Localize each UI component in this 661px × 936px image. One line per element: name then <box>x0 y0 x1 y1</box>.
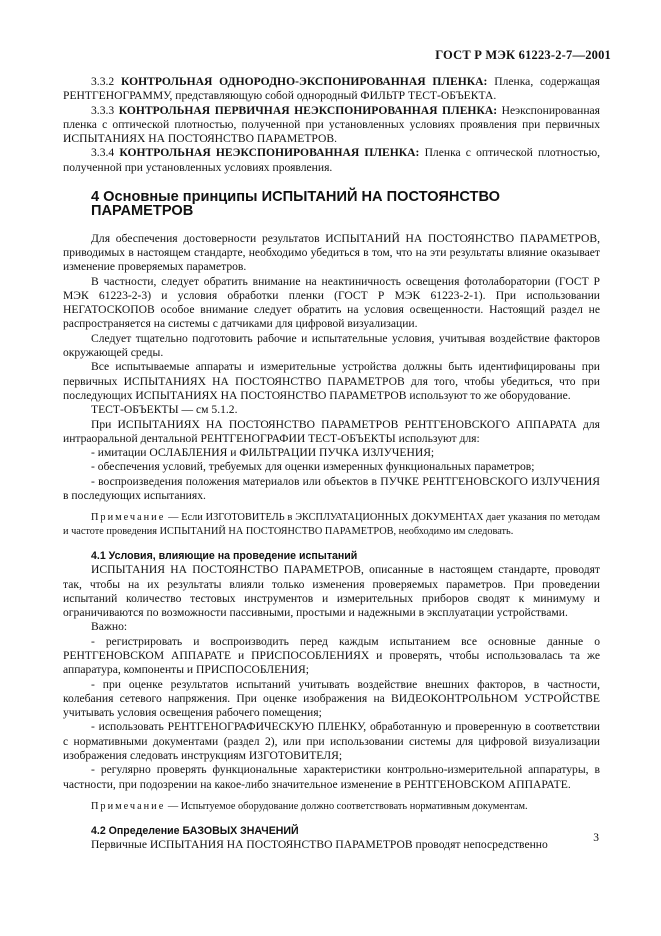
list-item: - регистрировать и воспроизводить перед каждым испытанием все основные данные о РЕНТГЕНОВСКОМ АППАРАТЕ и ПРИСПОСОБЛЕНИЯХ и проверять, чтобы использовалась та же аппаратура, компоненты и ПРИСПОСОБЛЕНИЯ; <box>63 634 600 677</box>
paragraph: В частности, следует обратить внимание на неактиничность освещения фотолаборатории (ГОСТ Р МЭК 61223-2-3) и условия обработки пленки (ГОСТ Р МЭК 61223-2-1). При использовании НЕГАТОСКОПОВ особое внимание следует обратить на условия освещенности. Настоящий раздел не распространяется на системы с датчиками для цифровой визуализации. <box>63 274 600 331</box>
page-number: 3 <box>593 832 599 844</box>
definition-3-3-3 <box>63 104 600 147</box>
document-header: ГОСТ Р МЭК 61223-2-7—2001 <box>435 48 611 62</box>
note-text: — Если ИЗГОТОВИТЕЛЬ в ЭКСПЛУАТАЦИОННЫХ ДОКУМЕНТАХ дает указания по методам и частоте проведения ИСПЫТАНИЙ НА ПОСТОЯНСТВО ПАРАМЕТРОВ, необходимо им следовать. <box>63 512 600 538</box>
note <box>63 800 600 814</box>
paragraph: Следует тщательно подготовить рабочие и испытательные условия, учитывая воздействие факторов окружающей среды. <box>63 331 600 360</box>
paragraph: При ИСПЫТАНИЯХ НА ПОСТОЯНСТВО ПАРАМЕТРОВ РЕНТГЕНОВСКОГО АППАРАТА для интраоральной дентальной РЕНТГЕНОГРАФИИ ТЕСТ-ОБЪЕКТЫ используют для: <box>63 417 600 445</box>
list-item: - регулярно проверять функциональные характеристики контрольно-измерительной аппаратуры, в частности, при подозрении на какое-либо значительное изменение в РЕНТГЕНОВСКОМ АППАРАТЕ. <box>63 763 600 791</box>
section-4-1-heading: 4.1 Условия, влияющие на проведение испытаний <box>91 549 358 562</box>
note <box>63 511 600 539</box>
paragraph: ИСПЫТАНИЯ НА ПОСТОЯНСТВО ПАРАМЕТРОВ, описанные в настоящем стандарте, проводят так, чтобы на их результаты влияли только изменения проверяемых параметров. При проведении испытаний количество тестовых инструментов и измерительных приборов сводят к минимуму и ограничиваются по возможности пассивными, простыми и надежными в эксплуатации устройствами. <box>63 563 600 620</box>
note-label: Примечание <box>91 800 166 812</box>
paragraph: Важно: <box>91 620 128 634</box>
paragraph: Все испытываемые аппараты и измерительные устройства должны быть идентифицированы при первичных ИСПЫТАНИЯХ НА ПОСТОЯНСТВО ПАРАМЕТРОВ для того, чтобы убедиться, что при последующих ИСПЫТАНИЯХ НА ПОСТОЯНСТВО ПАРАМЕТРОВ используют то же оборудование. <box>63 360 600 402</box>
note-label: Примечание <box>91 512 166 524</box>
definition-term: КОНТРОЛЬНАЯ НЕЭКСПОНИРОВАННАЯ ПЛЕНКА: <box>119 146 420 160</box>
paragraph: Для обеспечения достоверности результатов ИСПЫТАНИЙ НА ПОСТОЯНСТВО ПАРАМЕТРОВ, приводимых в настоящем стандарте, необходимо убедиться в том, что на эти результаты влияние оказывает изменение проверяемых параметров. <box>63 231 600 274</box>
list-item: - обеспечения условий, требуемых для оценки измеренных функциональных параметров; <box>91 460 535 474</box>
definition-term: КОНТРОЛЬНАЯ ОДНОРОДНО-ЭКСПОНИРОВАННАЯ ПЛЕНКА: <box>120 75 488 88</box>
section-4-2-heading: 4.2 Определение БАЗОВЫХ ЗНАЧЕНИЙ <box>91 824 299 837</box>
definition-text: Пленка, содержащая РЕНТГЕНОГРАММУ, представляющую собой однородный ФИЛЬТР ТЕСТ-ОБЪЕКТА. <box>63 75 601 103</box>
definition-term: КОНТРОЛЬНАЯ ПЕРВИЧНАЯ НЕЭКСПОНИРОВАННАЯ ПЛЕНКА: <box>118 103 498 117</box>
definition-3-3-2 <box>63 75 600 104</box>
paragraph: ТЕСТ-ОБЪЕКТЫ — см 5.1.2. <box>91 403 238 417</box>
note-text: — Испытуемое оборудование должно соответствовать нормативным документам. <box>165 800 528 812</box>
list-item: - при оценке результатов испытаний учитывать воздействие внешних факторов, в частности, колебания сетевого напряжения. При оценке изображения на ВИДЕОКОНТРОЛЬНОМ УСТРОЙСТВЕ учитывать условия освещения рабочего помещения; <box>63 677 600 720</box>
definition-number: 3.3.2 <box>91 75 115 88</box>
list-item: - имитации ОСЛАБЛЕНИЯ и ФИЛЬТРАЦИИ ПУЧКА ИЗЛУЧЕНИЯ; <box>91 446 435 460</box>
definition-text: Пленка с оптической плотностью, полученной при установленных условиях проявления. <box>63 146 600 174</box>
paragraph: Первичные ИСПЫТАНИЯ НА ПОСТОЯНСТВО ПАРАМЕТРОВ проводят непосредственно <box>91 838 548 852</box>
list-item: - воспроизведения положения материалов или объектов в ПУЧКЕ РЕНТГЕНОВСКОГО ИЗЛУЧЕНИЯ в последующих испытаниях. <box>63 474 600 503</box>
definition-number: 3.3.3 <box>91 103 115 117</box>
section-4-heading: 4 Основные принципы ИСПЫТАНИЙ НА ПОСТОЯНСТВО ПАРАМЕТРОВ <box>91 189 500 220</box>
definition-text: Неэкспонированная пленка с оптической плотностью, полученной при установленных условиях проявления при первичных ИСПЫТАНИЯХ НА ПОСТОЯНСТВО ПАРАМЕТРОВ. <box>63 103 600 146</box>
list-item: - использовать РЕНТГЕНОГРАФИЧЕСКУЮ ПЛЕНКУ, обработанную и проверенную в соответствии с нормативными документами (раздел 2), или при использовании системы для цифровой визуализации изображения следовать инструкциям ИЗГОТОВИТЕЛЯ; <box>63 720 600 763</box>
definition-3-3-4 <box>63 146 600 175</box>
document-body <box>63 75 600 852</box>
definition-number: 3.3.4 <box>91 146 115 160</box>
